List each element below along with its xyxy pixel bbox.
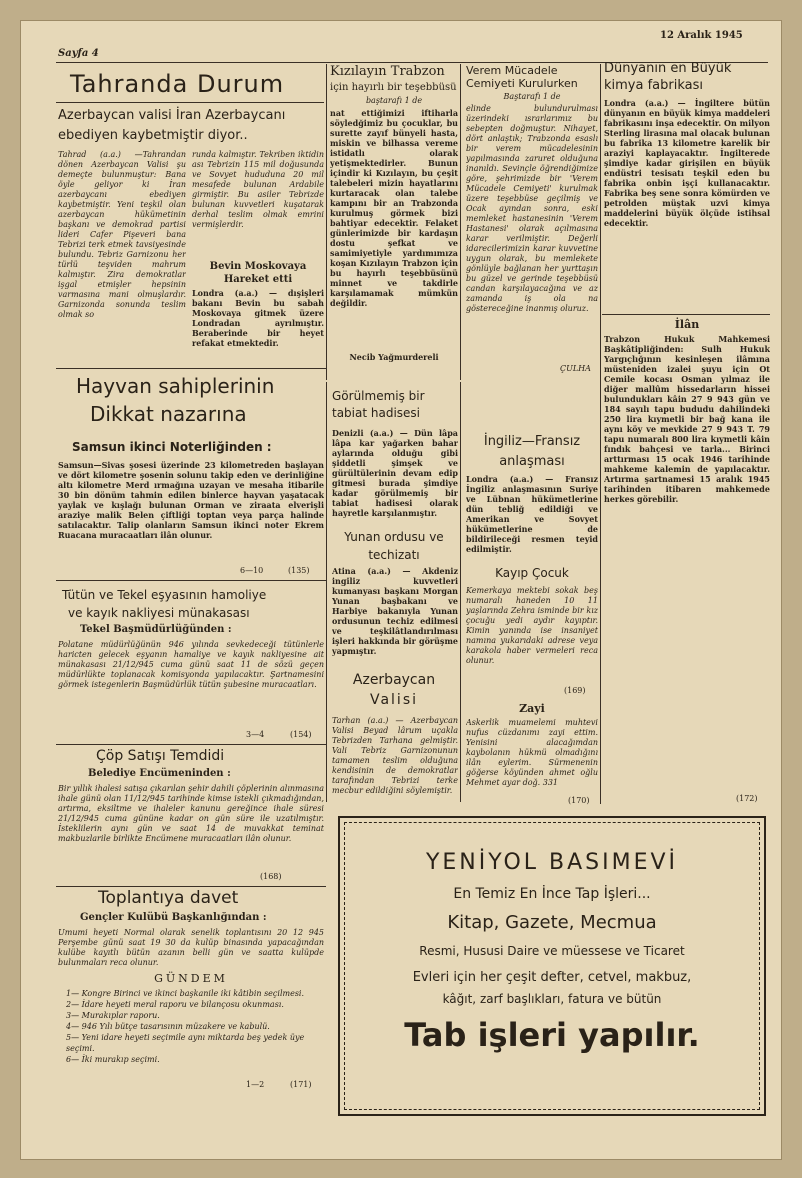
tutun-subtitle: Tekel Başmüdürlüğünden : [80,624,232,635]
hayvan-body: Samsun—Sivas şosesi üzerinde 23 kilometreden başlayan ve dört kilometre şosenin solunu takip eden ve derinliğine altı kilometre Merd ırmağına uzayan ve mesaha itibarile 30 bin dönüm tahmin edilen binlerce hayvan yaşatacak yaylak ve kışlağı bulunan Orman ve ziraata elverişli araziye malik Belen çiftliği toptan veya parça halinde satılacaktır. Talip olanların Samsun ikinci noter Ekrem Ruacana muracaatları ilân olunur. [58,460,324,540]
basimevi-ad [338,816,766,1116]
cop-no: (168) [260,872,282,881]
basimevi-line3: Resmi, Hususi Daire ve müessese ve Ticaret [419,944,685,958]
basimevi-title: YENİYOL BASIMEVİ [425,850,679,875]
cop-subtitle: Belediye Encümeninden : [88,768,231,779]
yunan-body: Atina (a.a.) — Akdeniz ingiliz kuvvetleri kumanyası başkanı Morgan Yunan başbakanı ve Harbiye bakanıyla Yunan ordusunun techiz edilmesi ve teşkilâtlandırılması işleri hakkında bir görüşme yapmıştır. [332,566,458,656]
toplanti-subtitle: Gençler Kulübü Başkanlığından : [80,912,267,923]
hayvan-title-2: Dikkat nazarına [90,402,247,426]
cop-body: Bir yıllık ihalesi satışa çıkarılan şehir dahili çöplerinin alınmasına ihale günü olan 11/12/945 tarihinde kimse istekli çıkmadığından, artırma, eksiltme ve ihaleler kanunu gereğince ihale süresi 21/12/945 cuma gününe kadar on gün süre ile uzatılmıştır. İsteklilerin aynı gün ve saat 14 de muvakkat teminat makbuzlarile birlikte Encümene muracaatları ilân olunur. [58,784,324,843]
verem-author: ÇULHA [560,364,591,373]
tutun-ref: 3—4 [246,730,265,739]
azerbaycan-title-1: Azerbaycan [352,672,436,688]
kizilay-author: Necib Yağmurdereli [349,352,439,362]
basimevi-big: Tab işleri yapılır. [404,1016,700,1054]
ingiliz-body: Londra (a.a.) — Fransız İngiliz anlaşmasının Suriye ve Lübnan hükümetlerine dün tebliğ edildiği ve Amerikan ve Sovyet hükümetlerine de bildirileceği resmen teyid edilmiştir. [466,474,598,554]
yunan-title: Yunan ordusu ve techizatı [344,530,444,562]
kizilay-continued: baştarafı 1 de [365,96,423,105]
azerbaycan-title-2: Valisi [369,692,419,708]
tutun-no: (154) [290,730,312,739]
gundem-item: 4— 946 Yılı bütçe tasarısının müzakere ve kabulü. [66,1022,270,1031]
gundem-item: 1— Kongre Birinci ve ikinci başkanile iki kâtibin seçilmesi. [66,989,305,998]
gundem-list [66,988,324,1065]
ilan-ref: (172) [736,794,758,803]
toplanti-ref: 1—2 [246,1080,265,1089]
bevin-title: Bevin Moskovaya Hareket etti [209,261,307,285]
gundem-item: 2— İdare heyeti meral raporu ve bilançosu okunması. [66,1000,284,1009]
kayip-title: Kayıp Çocuk [495,566,569,580]
verem-body: elinde bulundurulması üzerindeki ısrarlarımız bu sebepten doğmuştur. Nihayet, dört anlaştık; Trabzonda esaslı bir verem mücadelesinin yapılmasında zaruret olduğuna inanıldı. Sevinçle öğrendiğimize göre, şehrimizde bir 'Verem Mücadele Cemiyeti' kurulmak üzere teşebbüse geçilmiş ve Ocak ayından sonra, eski memleket hastanesinin 'Verem Hastanesi' olarak açılmasına karar verilmiştir. Değerli idarecilerimizin karar kuvvetine uygun olarak, bu memlekete gönlüyle bağlanan her yurttaşın bu güzel ve gerinde teşebbüsü candan karşılayacağına ve az zamanda iş ola na göstereceğine inanmış oluruz. [466,104,598,313]
tahran-col1: Tahrad (a.a.) —Tahrandan dönen Azerbaycan Valisi şu demeçte bulunmuştur: Bana öyle geliyor ki İran azerbaycanı ebediyen kaybetmiştir. Yeni teşkil olan azerbaycan hükümetinin başkanı ve demokrad partisi lideri Cafer Pişeveri bana Tebrizi terk etmek tavsiyesinde bulundu. Tebriz Garnizonu her türlü teşviden mahrum kalmıştır. Zira demokratlar işgal etmişler hepsinin varmasına mani olmuşlardır. Garnizonda sonunda teslim olmak so [58,150,186,319]
zayi-no: (170) [568,796,590,805]
cop-title: Çöp Satışı Temdidi [96,748,225,764]
hayvan-no: (135) [288,566,310,575]
gundem-item: 3— Murakıplar raporu. [66,1011,160,1020]
basimevi-line1: En Temiz En İnce Tap İşleri... [453,886,651,902]
tahran-subtitle: Azerbaycan valisi İran Azerbaycanı ebediyen kaybetmiştir diyor.. [58,108,286,143]
azerbaycan-body: Tarhan (a.a.) — Azerbaycan Valisi Beyad lârum uçakla Tebrizden Tarhana gelmiştir. Vali Tebriz Garnizonunun tamamen teslim olduğuna kendisinin de demokratlar tarafından Tebrizi terke mecbur edildiğini söylemiştir. [332,716,458,795]
gundem-item: 5— Yeni idare heyeti seçimile aynı miktarda beş yedek üye seçimi. [66,1033,305,1053]
hayvan-ref: 6—10 [240,566,264,575]
gorulmemis-body: Denizli (a.a.) — Dün lâpa lâpa kar yağarken bahar aylarında olduğu gibi şiddetli şimşek ve gürültülerinin devam edip gitmesi burada şimdiye kadar görülmemiş bir tabiat hadisesi olarak hayretle karşılanmıştır. [332,428,458,518]
gundem-title: GÜNDEM [154,972,228,985]
tahran-col2: runda kalmıştır. Tekriben iktidin ası Tebrizin 115 mil doğusunda ve Sovyet hududuna 20 mil mesafede bulunan Ardabile girmiştir. Bu asiler Tebrizde bulunan kuvvetleri kuşatarak derhal teslim olmak emrini vermişlerdir. [192,150,324,229]
bevin-body: Londra (a.a.) — dışişleri bakanı Bevin bu sabah Moskovaya gitmek üzere Londradan ayrılmıştır. Beraberinde bir heyet refakat etmektedir. [192,288,324,348]
kayip-no: (169) [564,686,586,695]
tutun-title-1: Tütün ve Tekel eşyasının hamoliye [62,588,267,602]
kizilay-title: Kızılayın Trabzon [330,64,445,79]
ingiliz-title-1: İngiliz—Fransız [483,434,581,449]
tahran-title: Tahranda Durum [70,70,285,98]
verem-title: Verem Mücadele Cemiyeti Kurulurken [466,64,578,90]
basimevi-line5: kâğıt, zarf başlıkları, fatura ve bütün [442,992,662,1006]
kizilay-subtitle: için hayırlı bir teşebbüsü [330,82,457,93]
newspaper-page [20,20,782,1160]
hayvan-subtitle: Samsun ikinci Noterliğinden : [72,440,272,454]
verem-continued: Baştarafı 1 de [503,92,561,101]
page-number: Sayfa 4 [58,48,99,59]
toplanti-title: Toplantıya davet [98,888,239,908]
kizilay-body: nat ettiğimizi iftiharla söyledğimiz bu çocuklar, bu surette zayıf bünyeli hasta, miskin ve bilhassa vereme istidatlı olarak yetişmektedirler. Bunun içindir ki Kızılayın, bu çeşit talebeleri mizin hayatlarını kurtaracak olan talebe kampını bir an Trabzonda kurulmuş görmek bizi bahtiyar edecektir. Felaket günlerimizde bir kardaşın dostu şefkat ve samimiyetiyle yardımımıza koşan Kızılayın Trabzon için bu hayırlı teşebbüsünü minnet ve takdirle karşılamamak mümkün değildir. [330,108,458,308]
toplanti-body: Umumi heyeti Normal olarak senelik toplantısını 20 12 945 Perşembe günü saat 19 30 da kulüp binasında yapacağından kulübe kayıtlı bütün azanın belli gün ve saatta kulüpde bulunmaları reca olunur. [58,928,324,967]
zayi-title: Zayi [519,702,545,715]
ingiliz-title-2: anlaşması [499,454,565,469]
tutun-title-2: ve kayık nakliyesi münakasası [68,606,250,620]
kayip-body: Kemerkaya mektebi sokak beş numaralı haneden 10 11 yaşlarında Zehra isminde bir kız çocuğu yedi aydır kayıptır. Kimin yanında ise insaniyet namına yukarıdaki adrese veya karakola haber vermeleri reca olunur. [466,586,598,665]
gundem-item: 6— İki murakıp seçimi. [66,1055,160,1064]
ilan-body: Trabzon Hukuk Mahkemesi Başkâtipliğinden: Sulh Hukuk Yargıçlığının kesinleşen ilâmına müsteniden izalei şuyu için Ot Cemile kocası Osman yılmaz ile diğer mallûm hissedarların hissei bulundukları kâin 27 9 943 gün ve 184 sayılı tapu bududu dahilindeki 250 lira kıymetli bir bağ kana ile aynı köy ve mevkide 27 9 943 T. 79 tapu numaralı 800 lira kıymetli kâin fındık bahçesi ve tarla... Birinci arttırması 15 ocak 1946 tarihinde mahkeme kalemin de yapılacaktır. Artırma şartnamesi 15 aralık 1945 tarihinden itibaren mahkemede herkes görebilir. [604,334,770,504]
ilan-title: İlân [674,318,700,331]
zayi-body: Askerlik muamelemi muhtevi nufus cüzdanımı zayi ettim. Yenisini alacağımdan kaybolanın hükmü olmadığını ilân eylerim. Sürmenenin göğerse köyünden ahmet oğlu Mehmet ayar doğ. 331 [466,718,598,787]
toplanti-no: (171) [290,1080,312,1089]
hayvan-title-1: Hayvan sahiplerinin [76,374,275,398]
gorulmemis-title: Görülmemiş bir tabiat hadisesi [332,389,425,420]
dunya-title: Dünyanın en Büyük kimya fabrikası [604,61,732,93]
page-date: 12 Aralık 1945 [660,30,743,41]
basimevi-line2: Kitap, Gazete, Mecmua [447,912,657,933]
dunya-body: Londra (a.a.) — İngiltere bütün dünyanın en büyük kimya maddeleri fabrikasını inşa edecektir. On milyon Sterling lirasına mal olacak bulunan bu fabrika 13 kilometre karelik bir araziyi kaplayacaktır. İngilterede şimdiye kadar girişilen en büyük endüstri tesisatı teşkil eden bu fabrika onbin işçi kullanacaktır. Fabrika beş sene sonra kömürden ve petrolden müştak uzvi kimya maddelerini büyük ölçüde istihsal edecektir. [604,98,770,228]
basimevi-line4: Evleri için her çeşit defter, cetvel, makbuz, [412,970,692,985]
tutun-body: Polatane müdürlüğünün 946 yılında sevkedeceği tütünlerle haricten gelecek eşyanın hamaliye ve kayık nakliyesine ait münakasası 21/12/945 cuma günü saat 11 de sözü geçen müdürlükte toplanacak komisyonda yapılacaktır. Şartnamesini görmek istegenlerin Başmüdürlük tütün şubesine muracaatları. [58,640,324,689]
